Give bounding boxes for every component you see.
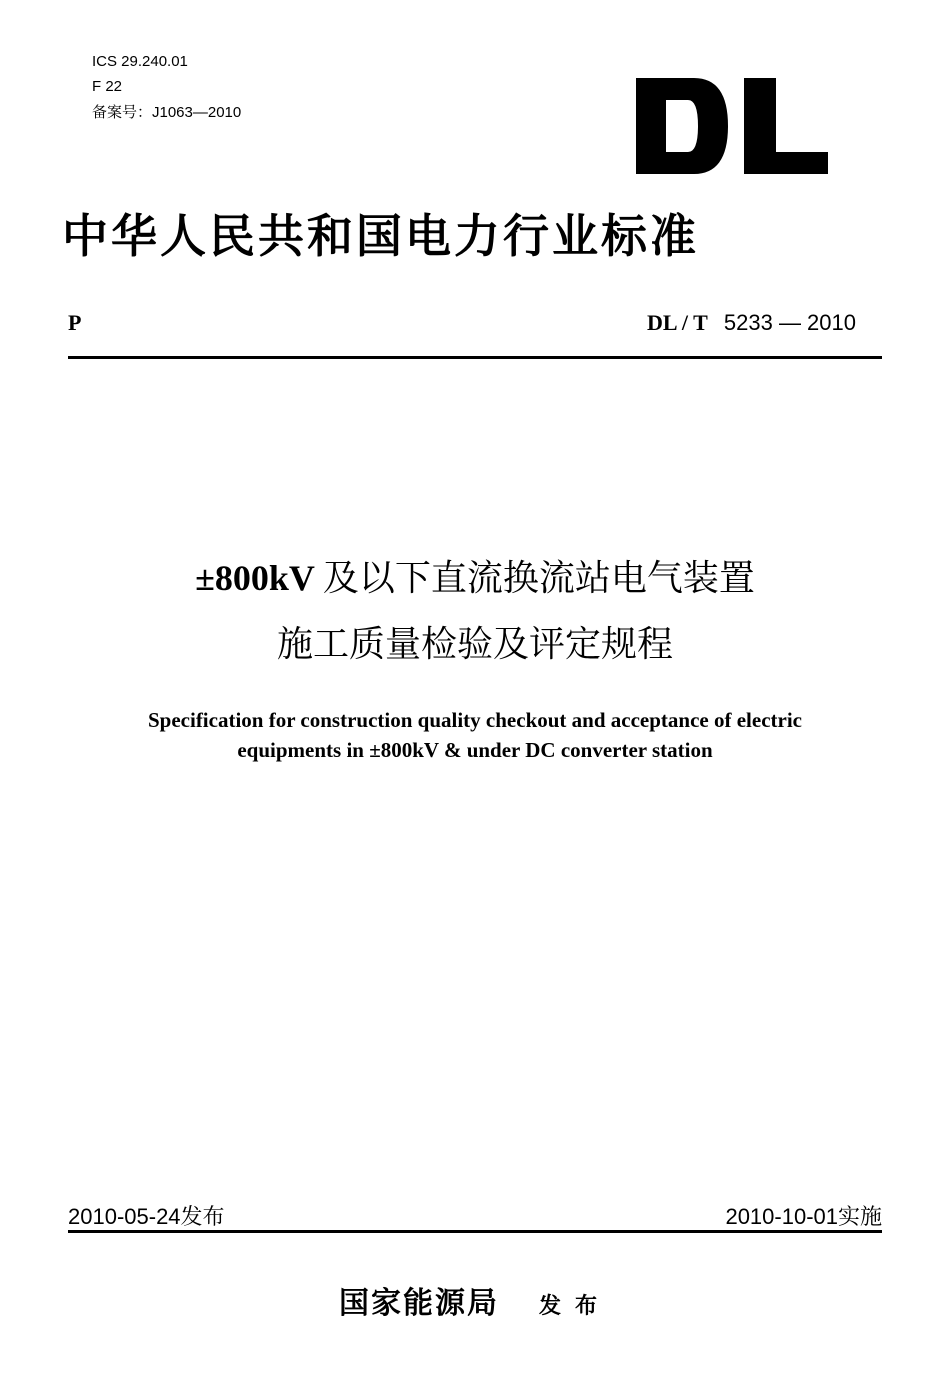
bottom-divider: [68, 1230, 882, 1233]
title-line1-text: 及以下直流换流站电气装置: [322, 558, 755, 599]
ics-code: ICS 29.240.01: [92, 53, 188, 70]
standard-code: 5233 — 2010: [723, 310, 856, 335]
issuer: [0, 1278, 950, 1322]
standard-number: [647, 310, 856, 336]
english-title-line-1: Specification for construction quality checkout and acceptance of electric: [147, 708, 802, 732]
dl-logo: [636, 60, 836, 175]
issue-date: 2010-05-24发布: [68, 1204, 225, 1229]
chinese-title-line-1: [0, 550, 950, 601]
issuing-organization: 国家能源局: [338, 1286, 499, 1321]
record-number: 备案号：J1063—2010: [92, 104, 242, 121]
english-title-line-2: equipments in ±800kV & under DC converter station: [237, 738, 713, 762]
classification-letter: P: [68, 310, 82, 335]
standard-prefix: DL / T: [647, 310, 708, 335]
issue-action: 发布: [538, 1294, 611, 1319]
effective-date: 2010-10-01实施: [725, 1204, 882, 1229]
industry-standard-title: 中华人民共和国电力行业标准: [62, 209, 699, 263]
top-divider: [68, 356, 882, 359]
chinese-title-line-2: 施工质量检验及评定规程: [276, 624, 673, 665]
ccs-code: F 22: [92, 78, 123, 95]
title-voltage: ±800kV: [195, 558, 315, 598]
